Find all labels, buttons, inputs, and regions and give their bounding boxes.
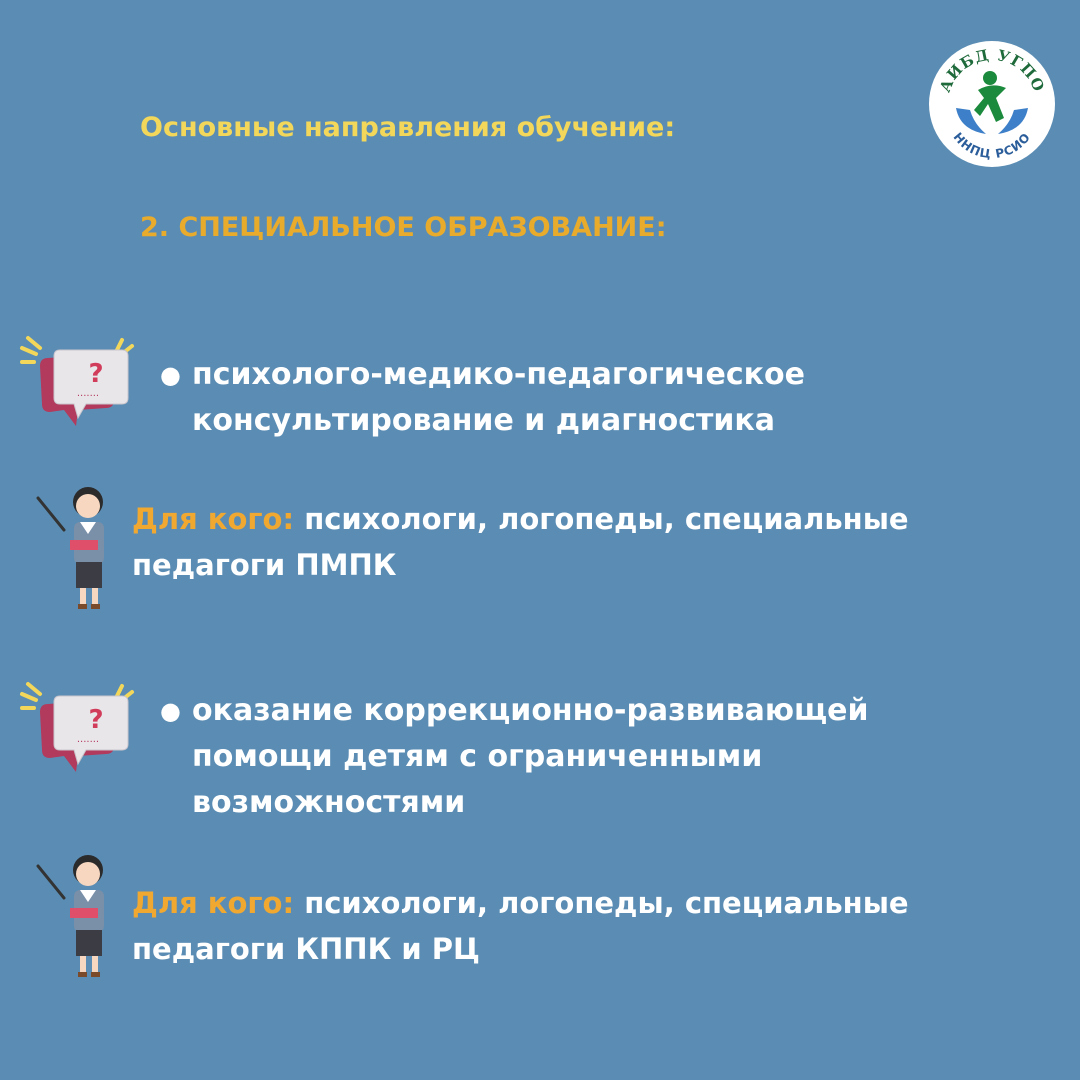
teacher-pointer-icon — [34, 484, 124, 612]
svg-text:.......: ....... — [76, 734, 100, 745]
bullet-item-1 — [160, 352, 990, 444]
svg-text:?: ? — [88, 359, 104, 389]
bullet-1-line-1: психолого-медико-педагогическое — [192, 357, 805, 392]
bullet-dot: ● — [160, 697, 181, 725]
page-title: Основные направления обучение: — [140, 112, 676, 143]
bullet-2-line-3: возможностями — [192, 785, 466, 820]
bullet-1-line-2: консультирование и диагностика — [192, 403, 776, 438]
svg-text:?: ? — [88, 705, 104, 735]
section-title: 2. СПЕЦИАЛЬНОЕ ОБРАЗОВАНИЕ: — [140, 212, 667, 243]
audience-1-line-1: психологи, логопеды, специальные — [304, 502, 909, 536]
audience-block-2 — [132, 880, 1032, 972]
audience-label: Для кого: — [132, 502, 295, 536]
bullet-item-2 — [160, 688, 990, 826]
audience-block-1 — [132, 496, 1032, 588]
bullet-2-line-2: помощи детям с ограниченными — [192, 739, 763, 774]
teacher-pointer-icon — [34, 852, 124, 980]
audience-2-line-1: психологи, логопеды, специальные — [304, 886, 909, 920]
svg-text:.......: ....... — [76, 388, 100, 399]
logo-top-text: АИБД УГПО — [935, 45, 1049, 95]
audience-2-line-2: педагоги КППК и РЦ — [132, 932, 480, 966]
bullet-2-line-1: оказание коррекционно-развивающей — [192, 693, 869, 728]
organization-logo — [926, 38, 1058, 170]
audience-label: Для кого: — [132, 886, 295, 920]
logo-bottom-text: ННПЦ РСИО — [950, 129, 1034, 162]
bullet-dot: ● — [160, 361, 181, 389]
question-speech-bubble-icon — [18, 680, 136, 776]
audience-1-line-2: педагоги ПМПК — [132, 548, 397, 582]
question-speech-bubble-icon — [18, 334, 136, 430]
